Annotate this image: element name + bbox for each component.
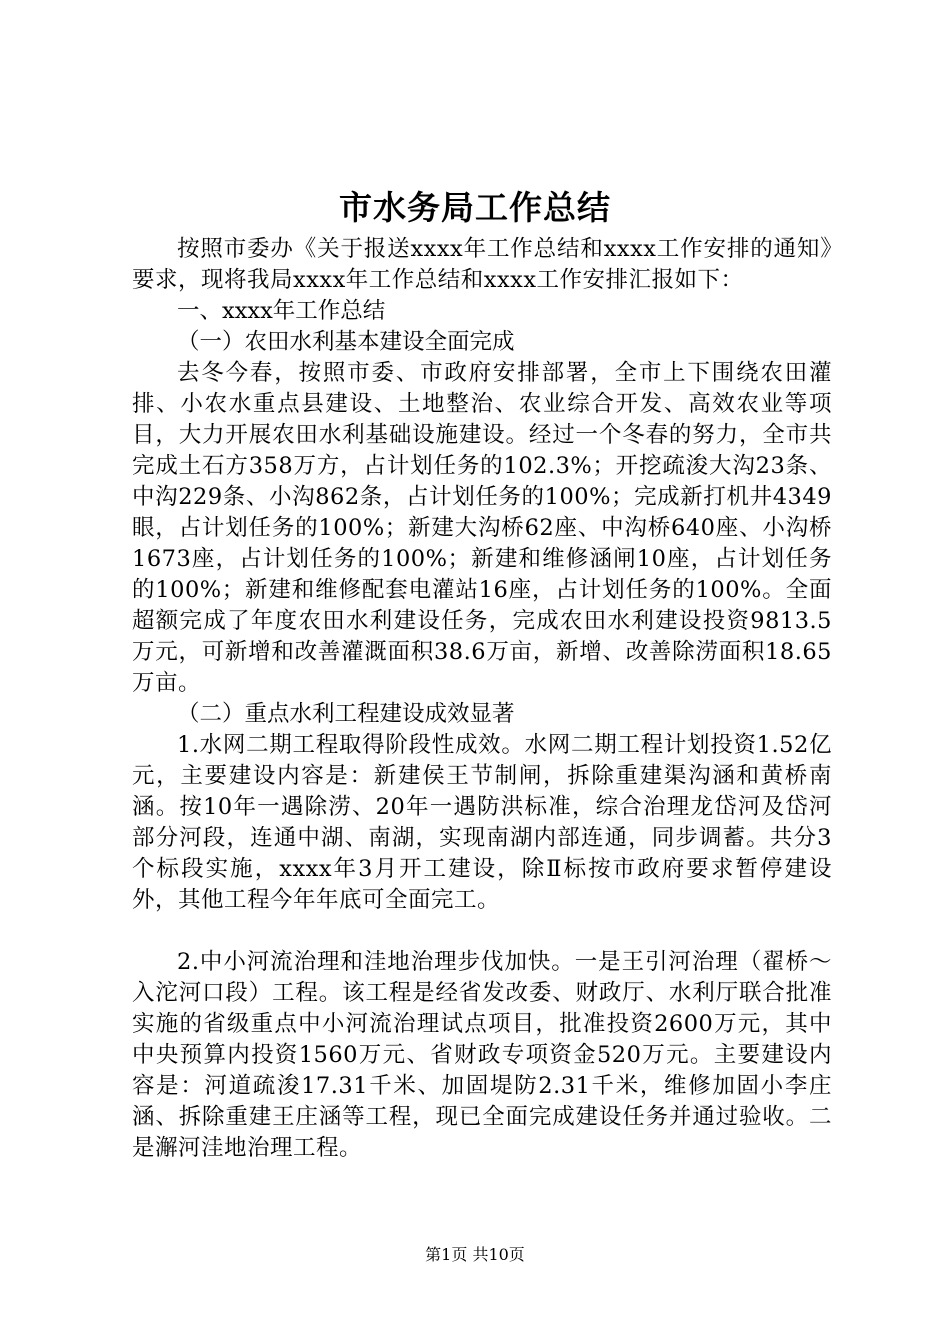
section-heading-1: 一、xxxx年工作总结 — [177, 298, 386, 324]
paragraph-gap — [132, 916, 832, 947]
subsection-heading-2: （二）重点水利工程建设成效显著 — [177, 701, 515, 727]
subsection-heading-1: （一）农田水利基本建设全面完成 — [177, 329, 515, 355]
intro-paragraph: 按照市委办《关于报送xxxx年工作总结和xxxx工作安排的通知》要求，现将我局xxxx年工作总结和xxxx工作安排汇报如下： — [132, 236, 832, 293]
document-body — [132, 234, 832, 1164]
page-number-footer: 第1页 共10页 — [425, 1245, 525, 1264]
document-title: 市水务局工作总结 — [339, 188, 611, 227]
subsection-1-paragraph: 去冬今春，按照市委、市政府安排部署，全市上下围绕农田灌排、小农水重点县建设、土地整治、农业综合开发、高效农业等项目，大力开展农田水利基础设施建设。经过一个冬春的努力，全市共完成土石方358万方，占计划任务的102.3%；开挖疏浚大沟23条、中沟229条、小沟862条，占计划任务的100%；完成新打机井4349眼，占计划任务的100%；新建大沟桥62座、中沟桥640座、小沟桥1673座，占计划任务的100%；新建和维修涵闸10座，占计划任务的100%；新建和维修配套电灌站16座，占计划任务的100%。全面超额完成了年度农田水利建设任务，完成农田水利建设投资9813.5万元，可新增和改善灌溉面积38.6万亩，新增、改善除涝面积18.65万亩。 — [132, 360, 832, 696]
item-2-paragraph: 2.中小河流治理和洼地治理步伐加快。一是王引河治理（翟桥～入沱河口段）工程。该工程是经省发改委、财政厅、水利厅联合批准实施的省级重点中小河流治理试点项目，批准投资2600万元，其中中央预算内投资1560万元、省财政专项资金520万元。主要建设内容是：河道疏浚17.31千米、加固堤防2.31千米，维修加固小李庄涵、拆除重建王庄涵等工程，现已全面完成建设任务并通过验收。二是澥河洼地治理工程。 — [132, 949, 832, 1161]
item-1-paragraph: 1.水网二期工程取得阶段性成效。水网二期工程计划投资1.52亿元，主要建设内容是：新建侯王节制闸，拆除重建渠沟涵和黄桥南涵。按10年一遇除涝、20年一遇防洪标准，综合治理龙岱河及岱河部分河段，连通中湖、南湖，实现南湖内部连通，同步调蓄。共分3个标段实施，xxxx年3月开工建设，除Ⅱ标按市政府要求暂停建设外，其他工程今年年底可全面完工。 — [132, 732, 832, 913]
